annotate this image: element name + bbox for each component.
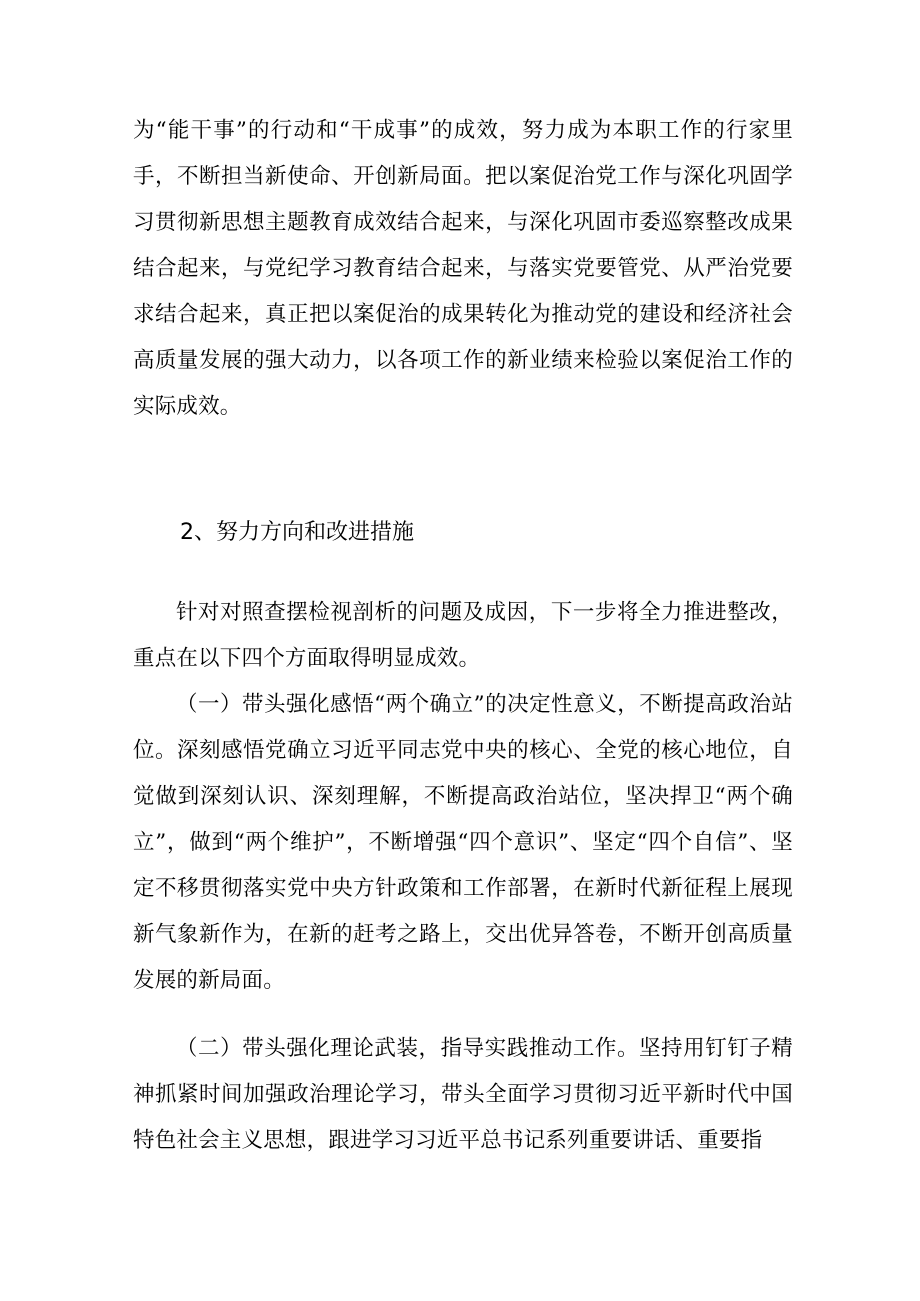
paragraph-item-1: （一）带头强化感悟“两个确立”的决定性意义，不断提高政治站位。深刻感悟党确立习近平同志党中央的核心、全党的核心地位，自觉做到深刻认识、深刻理解，不断提高政治站位，坚决捍卫“两个确立”，做到“两个维护”，不断增强“四个意识”、坚定“四个自信”、坚定不移贯彻落实党中央方针政策和工作部署，在新时代新征程上展现新气象新作为，在新的赶考之路上，交出优异答卷，不断开创高质量发展的新局面。	[133, 692, 793, 993]
paragraph-item-2: （二）带头强化理论武装，指导实践推动工作。坚持用钉钉子精神抓紧时间加强政治理论学习，带头全面学习贯彻习近平新时代中国特色社会主义思想，跟进学习习近平总书记系列重要讲话、重要指	[133, 1036, 793, 1153]
section-heading: 2、努力方向和改进措施	[180, 520, 414, 545]
paragraph-intro: 针对对照查摆检视剖析的问题及成因，下一步将全力推进整改，重点在以下四个方面取得明显成效。	[133, 600, 793, 671]
paragraph-continuation: 为“能干事”的行动和“干成事”的成效，努力成为本职工作的行家里手，不断担当新使命、开创新局面。把以案促治党工作与深化巩固学习贯彻新思想主题教育成效结合起来，与深化巩固市委巡察整改成果结合起来，与党纪学习教育结合起来，与落实党要管党、从严治党要求结合起来，真正把以案促治的成果转化为推动党的建设和经济社会高质量发展的强大动力，以各项工作的新业绩来检验以案促治工作的实际成效。	[133, 118, 793, 419]
